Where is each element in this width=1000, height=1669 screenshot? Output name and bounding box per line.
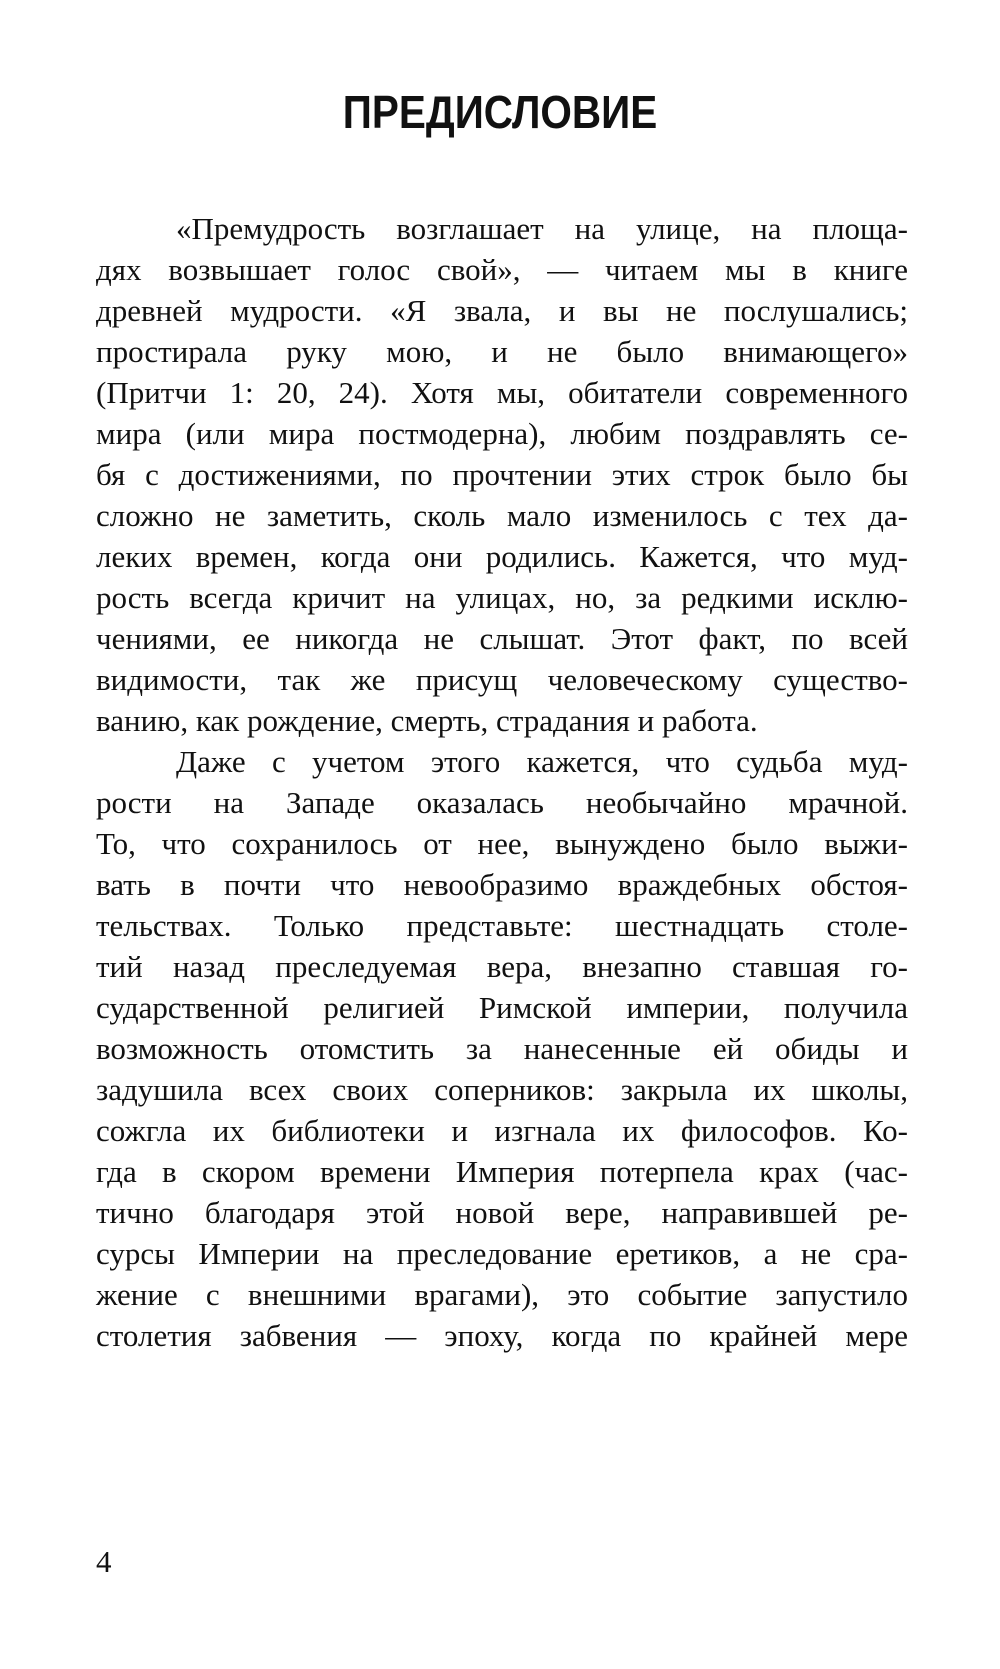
text-line: сложно не заметить, сколь мало изменилось с тех да- [96, 498, 908, 533]
text-line: жение с внешними врагами), это событие запустило [96, 1277, 908, 1312]
text-line: тично благодаря этой новой вере, направившей ре- [96, 1195, 908, 1230]
text-line: задушила всех своих соперников: закрыла их школы, [96, 1072, 908, 1107]
text-line: чениями, ее никогда не слышат. Этот факт, по всей [96, 621, 908, 656]
text-line: гда в скором времени Империя потерпела крах (час- [96, 1154, 908, 1189]
text-line: видимости, так же присущ человеческому существо- [96, 662, 908, 697]
text-line: мира (или мира постмодерна), любим поздравлять се- [96, 416, 908, 451]
text-line: столетия забвения — эпоху, когда по крайней мере [96, 1318, 908, 1353]
text-line: сударственной религией Римской империи, получила [96, 990, 908, 1025]
text-line: рости на Западе оказалась необычайно мрачной. [96, 785, 908, 820]
text-line: рость всегда кричит на улицах, но, за редкими исклю- [96, 580, 908, 615]
text-line: (Притчи 1: 20, 24). Хотя мы, обитатели современного [96, 375, 908, 410]
page-title: ПРЕДИСЛОВИЕ [342, 86, 658, 138]
text-line: простирала руку мою, и не было внимающего» [96, 334, 908, 369]
text-line: сурсы Империи на преследование еретиков, а не сра- [96, 1236, 908, 1271]
text-line: возможность отомстить за нанесенные ей обиды и [96, 1031, 908, 1066]
text-line: бя с достижениями, по прочтении этих строк было бы [96, 457, 908, 492]
text-line: тельствах. Только представьте: шестнадцать столе- [96, 908, 908, 943]
text-line: сожгла их библиотеки и изгнала их философов. Ко- [96, 1113, 908, 1148]
text-line: ванию, как рождение, смерть, страдания и работа. [96, 703, 758, 738]
text-line: тий назад преследуемая вера, внезапно ставшая го- [96, 949, 908, 984]
text-line: Даже с учетом этого кажется, что судьба муд- [176, 744, 908, 779]
text-line: леких времен, когда они родились. Кажется, что муд- [96, 539, 908, 574]
text-line: То, что сохранилось от нее, вынуждено было выжи- [96, 826, 908, 861]
page-number: 4 [96, 1544, 112, 1579]
text-line: вать в почти что невообразимо враждебных обстоя- [96, 867, 908, 902]
text-line: древней мудрости. «Я звала, и вы не послушались; [96, 293, 908, 328]
text-line: «Премудрость возглашает на улице, на площа- [176, 211, 908, 246]
text-line: дях возвышает голос свой», — читаем мы в книге [96, 252, 908, 287]
